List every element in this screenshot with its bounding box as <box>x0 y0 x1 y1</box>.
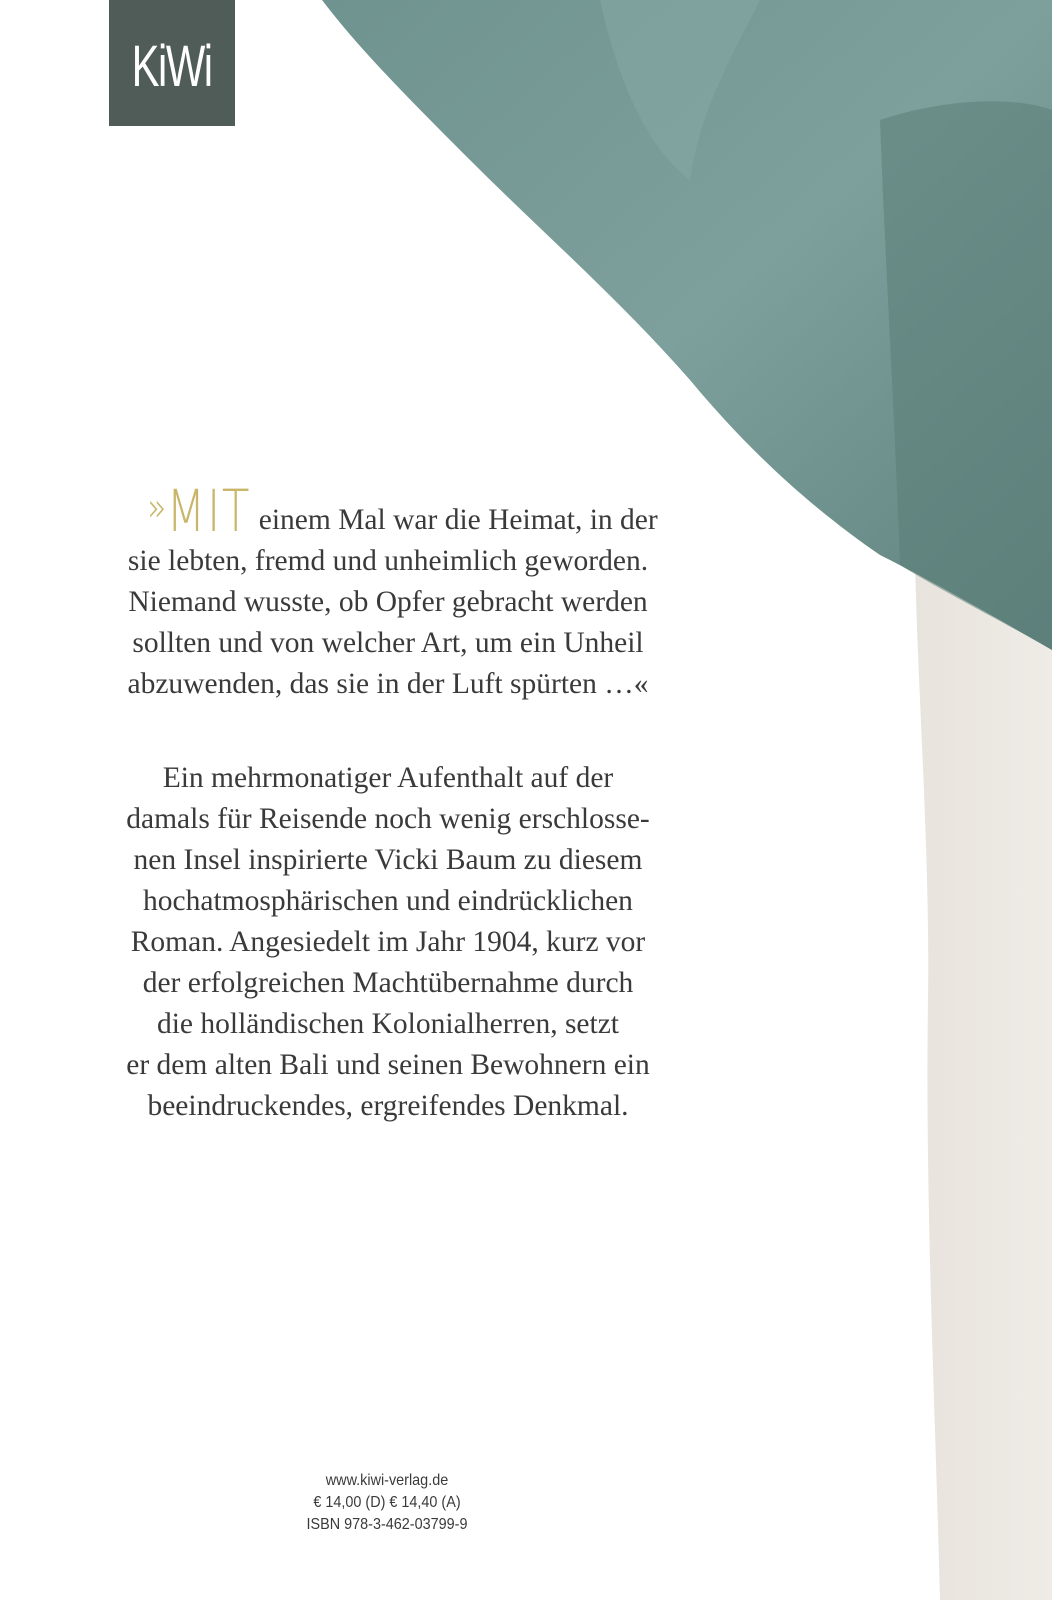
cover-quote <box>88 477 688 705</box>
blurb-line-2: damals für Reisende noch wenig erschlosse- <box>126 803 650 835</box>
quote-line-3: Niemand wusste, ob Opfer gebracht werden <box>128 586 648 618</box>
publisher-website: www.kiwi-verlag.de <box>325 1472 449 1489</box>
blurb-line-3: nen Insel inspirierte Vicki Baum zu diesem <box>133 844 643 876</box>
blurb-line-9: beeindruckendes, ergreifendes Denkmal. <box>147 1090 629 1122</box>
quote-lead-word: MIT <box>166 477 252 545</box>
quote-lead <box>147 477 252 545</box>
blurb-line-1: Ein mehrmonatiger Aufenthalt auf der <box>162 762 614 794</box>
blurb-line-6: der erfolgreichen Machtübernahme durch <box>142 967 634 999</box>
price-info: € 14,00 (D) € 14,40 (A) <box>313 1494 461 1511</box>
quote-line-5: abzuwenden, das sie in der Luft spürten …« <box>127 668 649 700</box>
quote-opening-guillemet: » <box>147 485 167 531</box>
imprint-block <box>262 1470 512 1536</box>
isbn-number: ISBN 978-3-462-03799-9 <box>306 1516 468 1533</box>
book-blurb <box>88 758 688 1127</box>
teal-wash-dark-patch <box>880 101 1052 650</box>
blurb-line-7: die holländischen Kolonialherren, setzt <box>156 1008 620 1040</box>
quote-line-4: sollten und von welcher Art, um ein Unheil <box>132 627 644 659</box>
blurb-line-4: hochatmosphärischen und eindrücklichen <box>143 885 633 917</box>
quote-line-1 <box>88 477 688 545</box>
quote-line-2: sie lebten, fremd und unheimlich geworden. <box>127 545 649 577</box>
beige-strip-shape <box>915 560 1052 1600</box>
publisher-logo <box>109 0 235 126</box>
blurb-line-5: Roman. Angesiedelt im Jahr 1904, kurz vor <box>130 926 646 958</box>
quote-line-1-text: einem Mal war die Heimat, in der <box>258 504 658 536</box>
publisher-logo-text: KiWi <box>131 33 213 99</box>
blurb-line-8: er dem alten Bali und seinen Bewohnern ein <box>126 1049 650 1081</box>
